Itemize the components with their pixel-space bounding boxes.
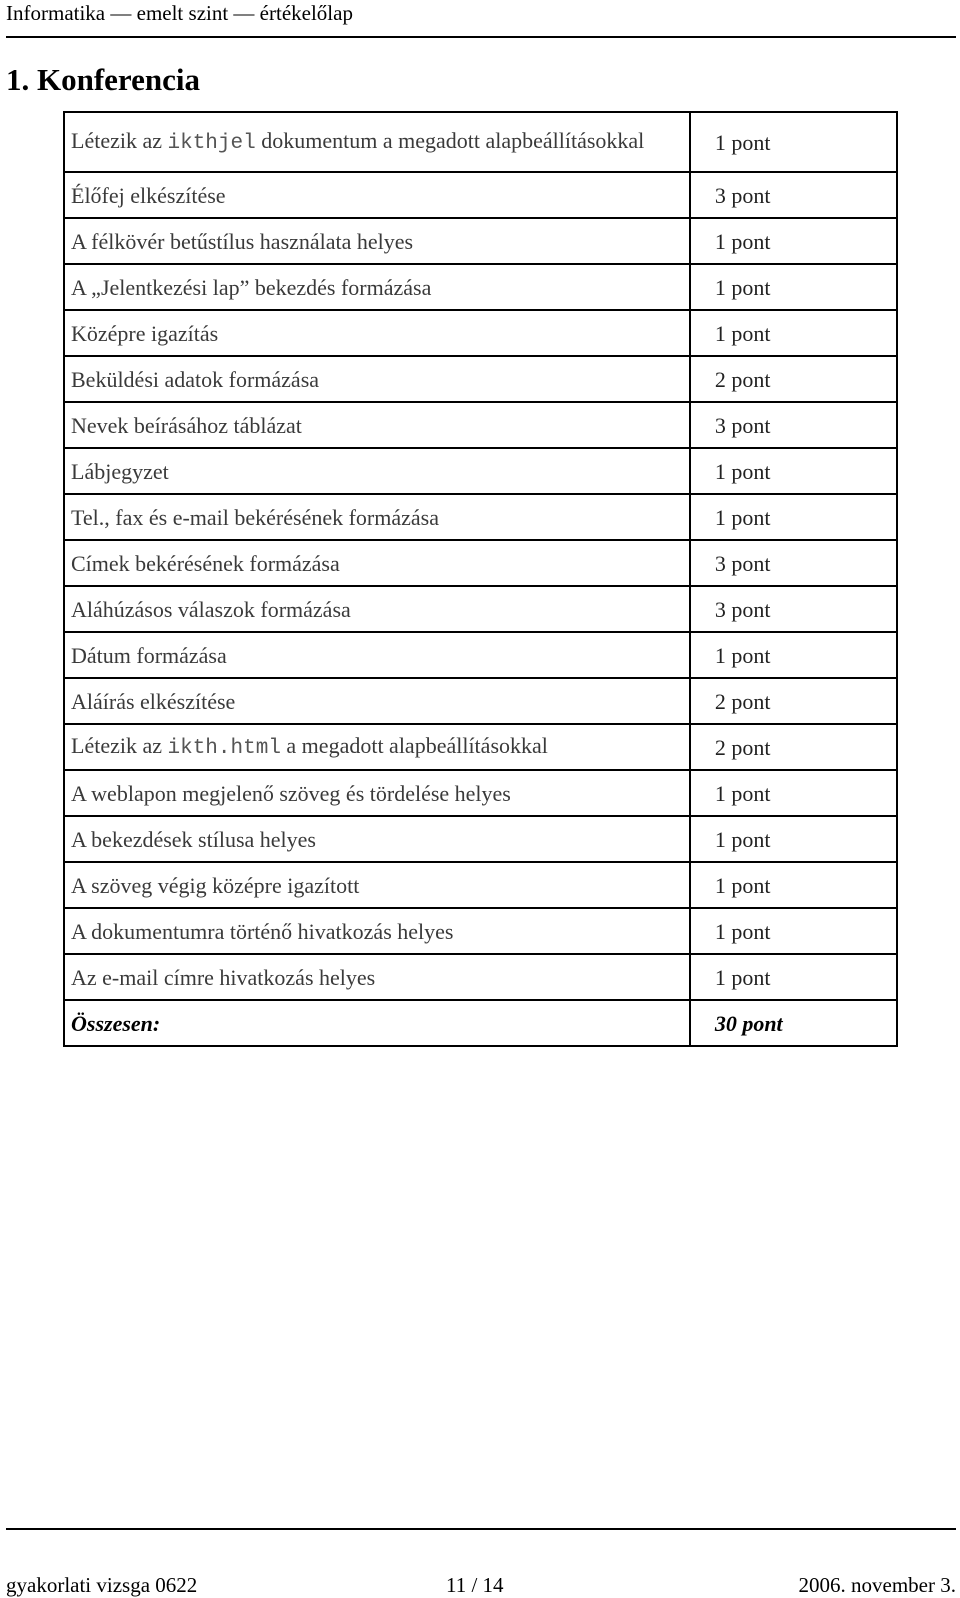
criterion-cell	[64, 862, 690, 908]
points-cell: 1 pont	[690, 448, 897, 494]
points-cell: 1 pont	[690, 632, 897, 678]
points-cell: 1 pont	[690, 908, 897, 954]
table-row	[64, 112, 897, 172]
table-row	[64, 402, 897, 448]
criterion-cell	[64, 218, 690, 264]
criterion-cell	[64, 954, 690, 1000]
filename-code: ikth.html	[167, 737, 281, 760]
points-cell: 1 pont	[690, 218, 897, 264]
total-label: Összesen:	[64, 1000, 690, 1046]
page-footer	[6, 1528, 956, 1595]
criterion-cell	[64, 112, 690, 172]
criterion-text: A „Jelentkezési lap” bekezdés formázása	[71, 274, 432, 300]
footer-exam-code: gyakorlati vizsga 0622	[6, 1573, 198, 1597]
criterion-cell	[64, 770, 690, 816]
table-row	[64, 540, 897, 586]
total-points: 30 pont	[690, 1000, 897, 1046]
criterion-text: Nevek beírásához táblázat	[71, 412, 302, 438]
scoring-table	[63, 111, 898, 1047]
criterion-cell	[64, 264, 690, 310]
table-row	[64, 172, 897, 218]
criterion-text-suffix: a megadott alapbeállításokkal	[280, 733, 548, 758]
table-row	[64, 264, 897, 310]
points-cell: 2 pont	[690, 678, 897, 724]
points-cell: 1 pont	[690, 954, 897, 1000]
criterion-text: Az e-mail címre hivatkozás helyes	[71, 964, 376, 990]
footer-page-number: 11 / 14	[446, 1573, 504, 1597]
points-cell: 1 pont	[690, 310, 897, 356]
criterion-cell	[64, 540, 690, 586]
section-title: 1. Konferencia	[6, 62, 201, 97]
table-row	[64, 862, 897, 908]
points-cell: 3 pont	[690, 402, 897, 448]
table-row	[64, 494, 897, 540]
points-cell: 3 pont	[690, 540, 897, 586]
criterion-cell	[64, 586, 690, 632]
table-row	[64, 632, 897, 678]
criterion-cell	[64, 678, 690, 724]
criterion-text: A szöveg végig középre igazított	[71, 872, 360, 898]
points-cell: 3 pont	[690, 172, 897, 218]
table-row	[64, 678, 897, 724]
points-cell: 1 pont	[690, 494, 897, 540]
points-cell: 3 pont	[690, 586, 897, 632]
scoring-table-body	[64, 112, 897, 1046]
criterion-text: A félkövér betűstílus használata helyes	[71, 228, 414, 254]
criterion-cell	[64, 494, 690, 540]
points-cell: 2 pont	[690, 356, 897, 402]
table-row	[64, 586, 897, 632]
criterion-text: A dokumentumra történő hivatkozás helyes	[71, 918, 454, 944]
criterion-cell	[64, 908, 690, 954]
table-row	[64, 356, 897, 402]
total-row	[64, 1000, 897, 1046]
table-row	[64, 218, 897, 264]
criterion-text: Középre igazítás	[71, 320, 219, 346]
points-cell: 1 pont	[690, 264, 897, 310]
criterion-cell	[64, 632, 690, 678]
criterion-text: Címek bekérésének formázása	[71, 550, 340, 576]
criterion-text: Aláírás elkészítése	[71, 688, 236, 714]
footer-date: 2006. november 3.	[798, 1573, 956, 1597]
page-header	[6, 0, 956, 38]
criterion-cell	[64, 310, 690, 356]
filename-code: ikthjel	[167, 132, 256, 155]
criterion-text: Élőfej elkészítése	[71, 182, 226, 208]
criterion-cell	[64, 402, 690, 448]
criterion-text: Beküldési adatok formázása	[71, 366, 320, 392]
criterion-cell	[64, 356, 690, 402]
criterion-text: A weblapon megjelenő szöveg és tördelése helyes	[71, 780, 511, 806]
points-cell: 1 pont	[690, 770, 897, 816]
criterion-text: Aláhúzásos válaszok formázása	[71, 596, 351, 622]
criterion-text: Tel., fax és e-mail bekérésének formázása	[71, 504, 439, 530]
table-row	[64, 724, 897, 770]
criterion-cell	[64, 172, 690, 218]
points-cell: 1 pont	[690, 862, 897, 908]
criterion-text: A bekezdések stílusa helyes	[71, 826, 316, 852]
table-row	[64, 816, 897, 862]
table-row	[64, 908, 897, 954]
criterion-text: Létezik az	[71, 733, 168, 758]
table-row	[64, 310, 897, 356]
table-row	[64, 770, 897, 816]
header-title: Informatika — emelt szint — értékelőlap	[6, 1, 353, 25]
criterion-cell	[64, 816, 690, 862]
criterion-text: Dátum formázása	[71, 642, 227, 668]
criterion-cell	[64, 724, 690, 770]
criterion-text: Lábjegyzet	[71, 458, 169, 484]
criterion-text-suffix: dokumentum a megadott alapbeállításokkal	[255, 128, 645, 153]
criterion-cell	[64, 448, 690, 494]
points-cell: 1 pont	[690, 112, 897, 172]
table-row	[64, 954, 897, 1000]
points-cell: 2 pont	[690, 724, 897, 770]
points-cell: 1 pont	[690, 816, 897, 862]
criterion-text: Létezik az	[71, 128, 168, 153]
table-row	[64, 448, 897, 494]
